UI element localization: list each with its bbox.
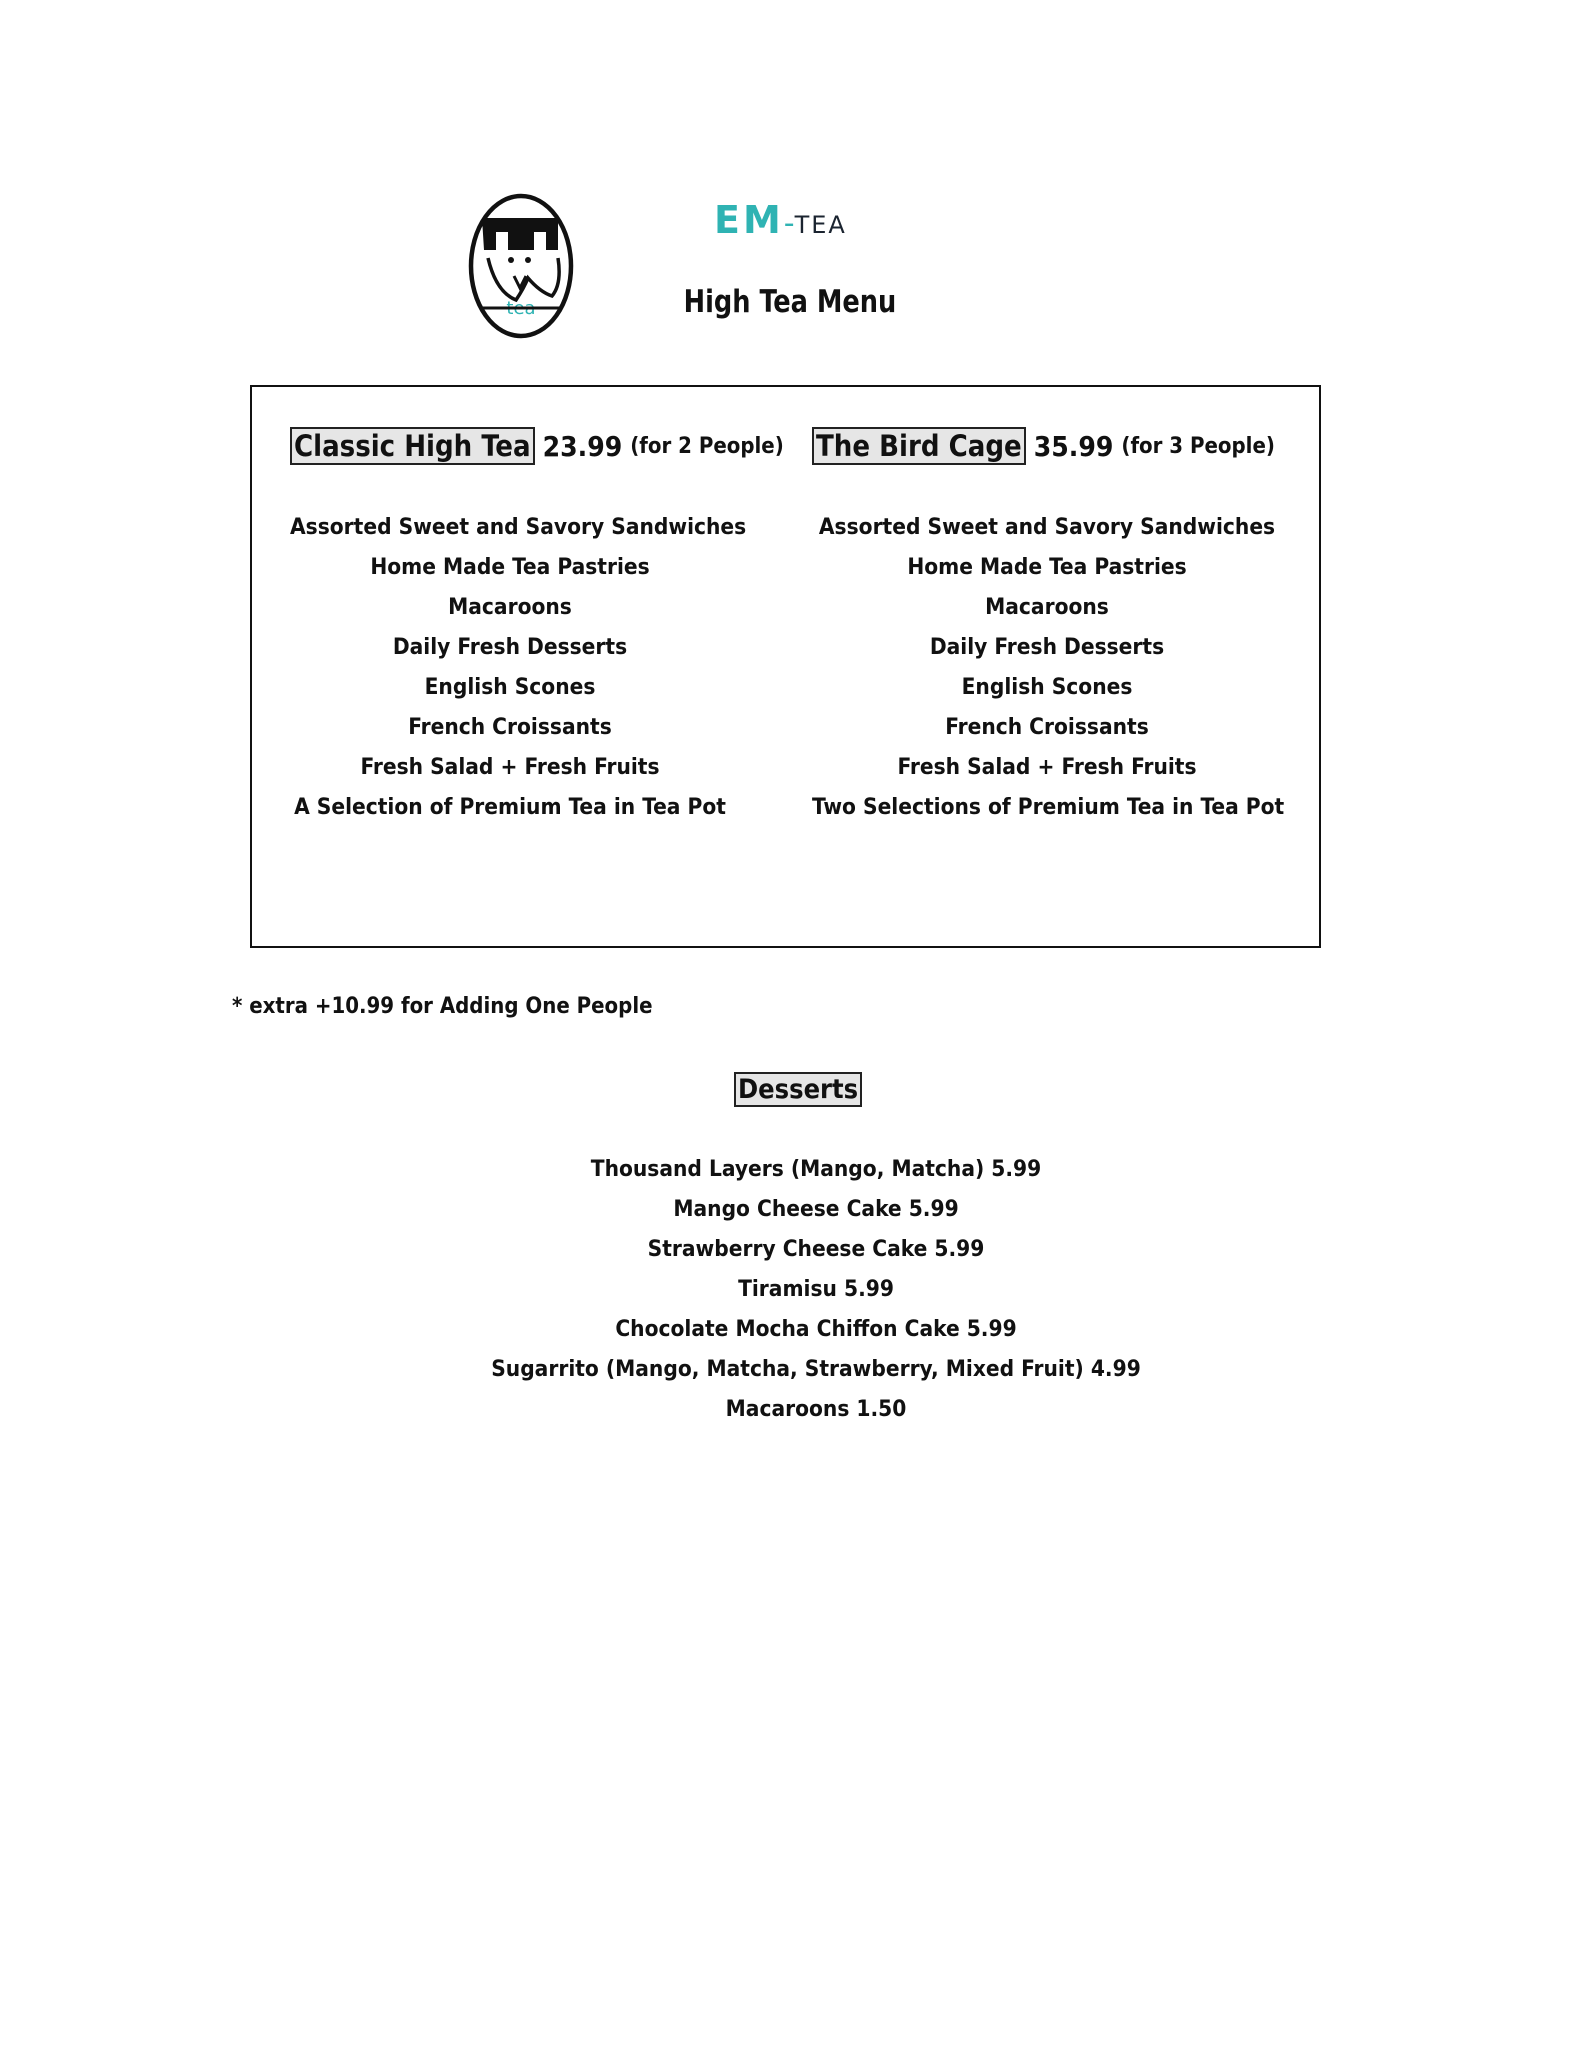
list-item: Sugarrito (Mango, Matcha, Strawberry, Mixed Fruit) 4.99 <box>491 1356 1141 1382</box>
desserts-heading: Desserts <box>734 1072 862 1107</box>
set-classic-high-tea <box>290 427 784 827</box>
set-price: 23.99 <box>542 429 623 463</box>
set-price: 35.99 <box>1033 429 1114 463</box>
list-item: Fresh Salad + Fresh Fruits <box>360 754 660 780</box>
list-item: Home Made Tea Pastries <box>370 554 650 580</box>
list-item: English Scones <box>961 674 1133 700</box>
desserts-list <box>416 1149 1216 1429</box>
brand-em: EM <box>714 198 784 242</box>
list-item: French Croissants <box>408 714 612 740</box>
list-item: Macaroons <box>448 594 572 620</box>
list-item: Assorted Sweet and Savory Sandwiches <box>290 514 747 540</box>
list-item: Macaroons <box>985 594 1109 620</box>
high-tea-sets-box <box>250 385 1321 948</box>
list-item: Chocolate Mocha Chiffon Cake 5.99 <box>615 1316 1017 1342</box>
set-name: The Bird Cage <box>812 427 1026 465</box>
list-item: Two Selections of Premium Tea in Tea Pot <box>812 794 1285 820</box>
logo-tea-text: tea <box>506 298 536 319</box>
list-item: Assorted Sweet and Savory Sandwiches <box>818 514 1276 540</box>
set-header <box>290 427 784 465</box>
list-item: Strawberry Cheese Cake 5.99 <box>647 1236 985 1262</box>
set-people: (for 2 People) <box>630 433 784 459</box>
list-item: Thousand Layers (Mango, Matcha) 5.99 <box>590 1156 1042 1182</box>
set-name: Classic High Tea <box>290 427 535 465</box>
list-item: A Selection of Premium Tea in Tea Pot <box>294 794 726 820</box>
list-item: Fresh Salad + Fresh Fruits <box>897 754 1197 780</box>
list-item: French Croissants <box>945 714 1149 740</box>
set-bird-cage <box>812 427 1285 827</box>
set-items-list <box>812 507 1285 827</box>
list-item: Home Made Tea Pastries <box>907 554 1187 580</box>
extra-person-note: * extra +10.99 for Adding One People <box>232 994 653 1019</box>
emtea-logo-icon <box>466 192 576 340</box>
set-items-list <box>290 507 747 827</box>
list-item: Daily Fresh Desserts <box>392 634 628 660</box>
brand-name <box>714 198 847 242</box>
list-item: English Scones <box>424 674 596 700</box>
brand-tea: TEA <box>794 211 847 239</box>
list-item: Macaroons 1.50 <box>725 1396 907 1422</box>
page-title: High Tea Menu <box>683 284 897 320</box>
set-people: (for 3 People) <box>1121 433 1275 459</box>
set-header <box>812 427 1282 465</box>
brand-dash: - <box>783 206 795 241</box>
list-item: Daily Fresh Desserts <box>929 634 1165 660</box>
list-item: Mango Cheese Cake 5.99 <box>673 1196 959 1222</box>
list-item: Tiramisu 5.99 <box>738 1276 894 1302</box>
